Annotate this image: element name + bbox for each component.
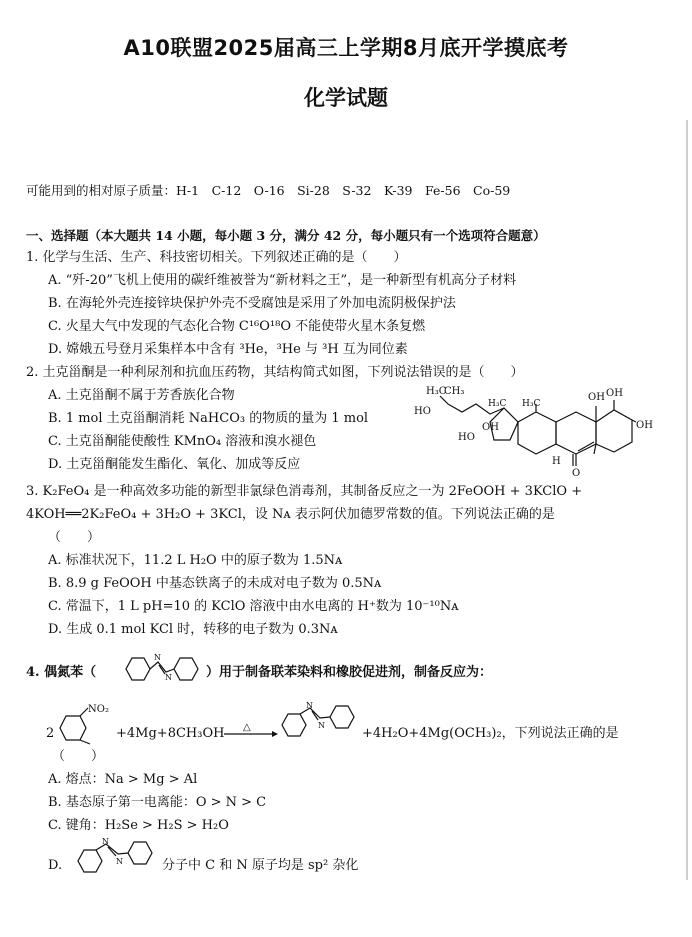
struct-o: O xyxy=(572,468,581,479)
q4-stem-pre: 4. 偶氮苯（ xyxy=(26,665,97,680)
q4-option-d-label: D. xyxy=(48,858,63,873)
q4-products: +4H₂O+4Mg(OCH₃)₂，下列说法正确的是 xyxy=(362,726,619,741)
section-header: 一、选择题（本大题共 14 小题，每小题 3 分，满分 42 分，每小题只有一个选项符合题意） xyxy=(26,228,546,243)
q4-reactants: +4Mg+8CH₃OH xyxy=(116,726,225,741)
q3-option-a: A. 标准状况下，11.2 L H₂O 中的原子数为 1.5Nᴀ xyxy=(48,553,343,568)
heat-symbol: △ xyxy=(243,722,251,733)
q1-option-c: C. 火星大气中发现的气态化合物 C¹⁶O¹⁸O 不能使带火星木条复燃 xyxy=(48,319,426,334)
struct-ho2: HO xyxy=(458,432,475,443)
struct-h: H xyxy=(552,456,561,467)
q2-option-c: C. 土克甾酮能使酸性 KMnO₄ 溶液和溴水褪色 xyxy=(48,434,317,449)
q3-stem-line2: 4KOH══2K₂FeO₄ + 3H₂O + 3KCl，设 Nᴀ 表示阿伏加德罗常数的值。下列说法正确的是 xyxy=(26,507,555,522)
reaction-arrow xyxy=(222,720,278,740)
struct-h3c3: H₃C xyxy=(522,399,541,409)
q2-option-b: B. 1 mol 土克甾酮消耗 NaHCO₃ 的物质的量为 1 mol xyxy=(48,411,369,426)
struct-h3c: H₃C xyxy=(426,386,447,397)
struct-ho1: HO xyxy=(414,406,431,417)
q4-option-a: A. 熔点：Na > Mg > Al xyxy=(48,772,198,787)
struct-oh-far-right: OH xyxy=(636,420,653,431)
q2-stem: 2. 土克甾酮是一种利尿剂和抗血压药物，其结构简式如图，下列说法错误的是（ ） xyxy=(26,365,524,380)
q1-option-b: B. 在海轮外壳连接锌块保护外壳不受腐蚀是采用了外加电流阴极保护法 xyxy=(48,296,456,311)
azo-product-n2: N xyxy=(318,721,325,730)
azo-d-n1: N xyxy=(102,837,109,846)
struct-h3c2: H₃C xyxy=(488,399,507,409)
q4-stem-post: ）用于制备联苯染料和橡胶促进剂，制备反应为： xyxy=(206,665,493,680)
q4-paren: （ ） xyxy=(52,749,105,764)
exam-title: A10联盟2025届高三上学期8月底开学摸底考 xyxy=(123,36,569,60)
q3-stem-line1: 3. K₂FeO₄ 是一种高效多功能的新型非氯绿色消毒剂，其制备反应之一为 2FeOOH + 3KClO + xyxy=(26,484,583,499)
azobenzene-option-structure xyxy=(72,836,162,876)
q4-coefficient: 2 xyxy=(46,726,55,741)
q2-option-d: D. 土克甾酮能发生酯化、氧化、加成等反应 xyxy=(48,457,301,472)
q1-option-d: D. 嫦娥五号登月采集样本中含有 ³He，³He 与 ³H 互为同位素 xyxy=(48,342,408,357)
struct-oh-mid: OH xyxy=(482,422,499,433)
azobenzene-product-structure xyxy=(276,700,362,740)
q3-option-d: D. 生成 0.1 mol KCl 时，转移的电子数为 0.3Nᴀ xyxy=(48,622,338,637)
struct-ch3: CH₃ xyxy=(444,386,465,397)
q1-stem: 1. 化学与生活、生产、科技密切相关。下列叙述正确的是（ ） xyxy=(26,250,407,265)
q1-option-a: A. “歼-20”飞机上使用的碳纤维被誉为“新材料之王”，是一种新型有机高分子材料 xyxy=(48,273,517,288)
page-edge-shadow xyxy=(686,120,688,880)
azo-n2: N xyxy=(165,673,172,682)
q3-option-c: C. 常温下，1 L pH=10 的 KClO 溶液中由水电离的 H⁺数为 10⁻¹⁰Nᴀ xyxy=(48,599,459,614)
exam-subtitle: 化学试题 xyxy=(304,86,388,110)
nitrotoluene-structure xyxy=(54,702,114,746)
azo-d-n2: N xyxy=(116,857,123,866)
steroid-structure xyxy=(410,382,653,479)
q3-stem-paren: （ ） xyxy=(48,530,101,545)
azo-n1: N xyxy=(154,653,161,662)
atomic-masses: 可能用到的相对原子质量：H-1 C-12 O-16 Si-28 S-32 K-39 Fe-56 Co-59 xyxy=(26,183,511,198)
azobenzene-inline-structure xyxy=(118,650,208,690)
q4-option-d-text: 分子中 C 和 N 原子均是 sp² 杂化 xyxy=(162,858,359,873)
q2-option-a: A. 土克甾酮不属于芳香族化合物 xyxy=(48,388,235,403)
no2-label: NO₂ xyxy=(88,704,109,715)
q4-option-c: C. 键角：H₂Se > H₂S > H₂O xyxy=(48,818,229,833)
struct-oh-top: OH xyxy=(588,392,605,403)
q4-option-b: B. 基态原子第一电离能：O > N > C xyxy=(48,795,267,810)
struct-oh-right: OH xyxy=(606,388,623,399)
azo-product-n1: N xyxy=(306,701,313,710)
q3-option-b: B. 8.9 g FeOOH 中基态铁离子的未成对电子数为 0.5Nᴀ xyxy=(48,576,382,591)
